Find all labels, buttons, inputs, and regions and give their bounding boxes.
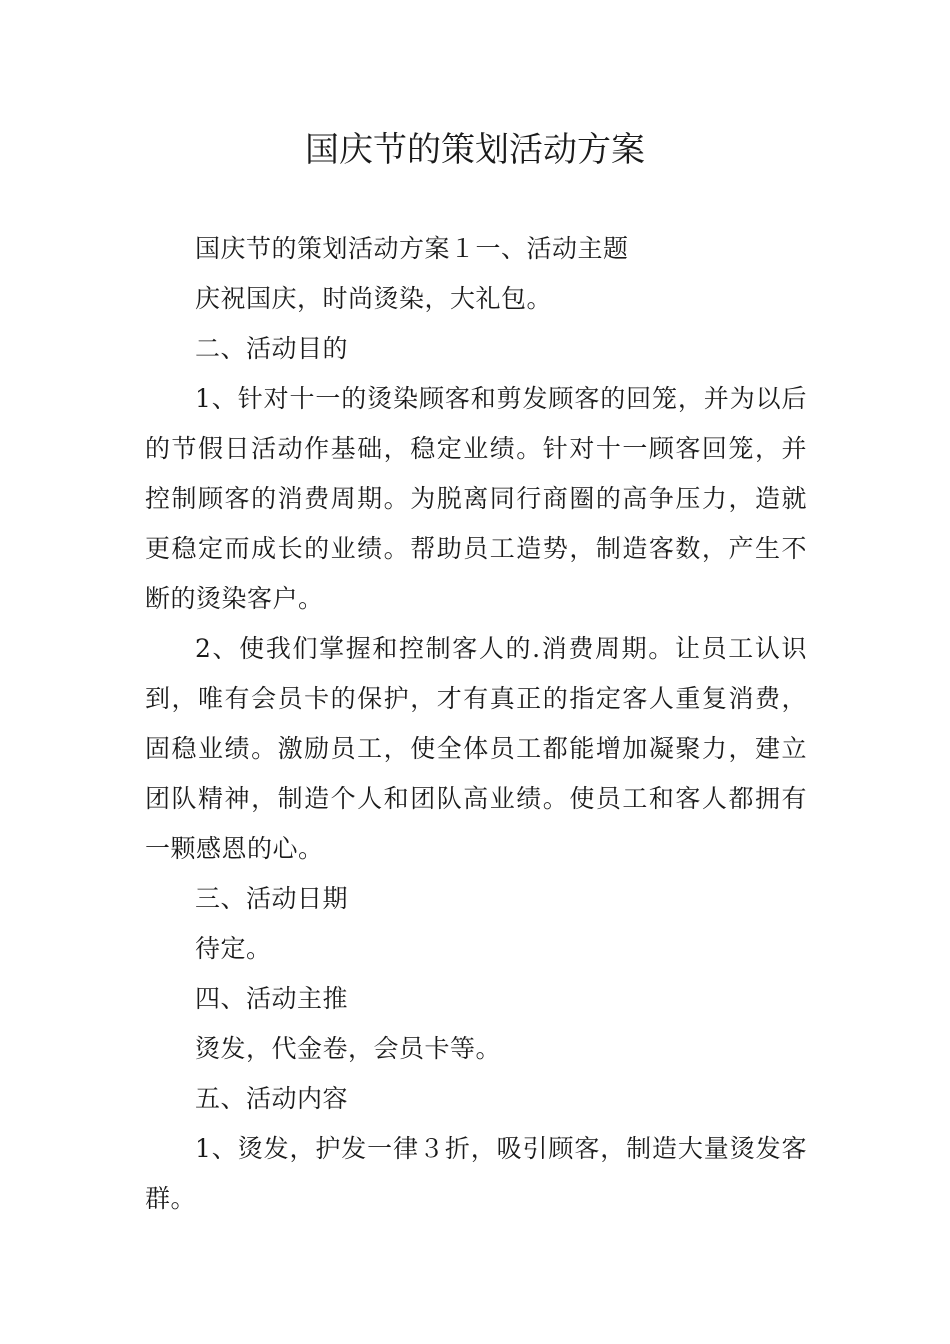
- paragraph-purpose-2: 2、使我们掌握和控制客人的.消费周期。让员工认识到，唯有会员卡的保护，才有真正的指定客人重复消费，固稳业绩。激励员工，使全体员工都能增加凝聚力，建立团队精神，制造个人和团队高业绩。使员工和客人都拥有一颗感恩的心。: [145, 634, 807, 863]
- paragraph-content-heading: 五、活动内容: [195, 1084, 349, 1113]
- paragraph-purpose-heading: 二、活动目的: [195, 334, 349, 363]
- paragraph-date-text: 待定。: [195, 934, 272, 963]
- paragraph-theme-text: 庆祝国庆，时尚烫染，大礼包。: [195, 284, 553, 313]
- paragraph-content-1: 1、烫发，护发一律３折，吸引顾客，制造大量烫发客群。: [145, 1134, 807, 1213]
- paragraph-promo-text: 烫发，代金卷，会员卡等。: [195, 1034, 502, 1063]
- document-body: [145, 224, 807, 1224]
- paragraph-date-heading: 三、活动日期: [195, 884, 349, 913]
- paragraph-promo-heading: 四、活动主推: [195, 984, 349, 1013]
- paragraph-theme-heading: 国庆节的策划活动方案１一、活动主题: [195, 234, 629, 263]
- document-title: 国庆节的策划活动方案: [305, 130, 645, 170]
- paragraph-purpose-1: 1、针对十一的烫染顾客和剪发顾客的回笼，并为以后的节假日活动作基础，稳定业绩。针对十一顾客回笼，并控制顾客的消费周期。为脱离同行商圈的高争压力，造就更稳定而成长的业绩。帮助员工造势，制造客数，产生不断的烫染客户。: [145, 384, 807, 613]
